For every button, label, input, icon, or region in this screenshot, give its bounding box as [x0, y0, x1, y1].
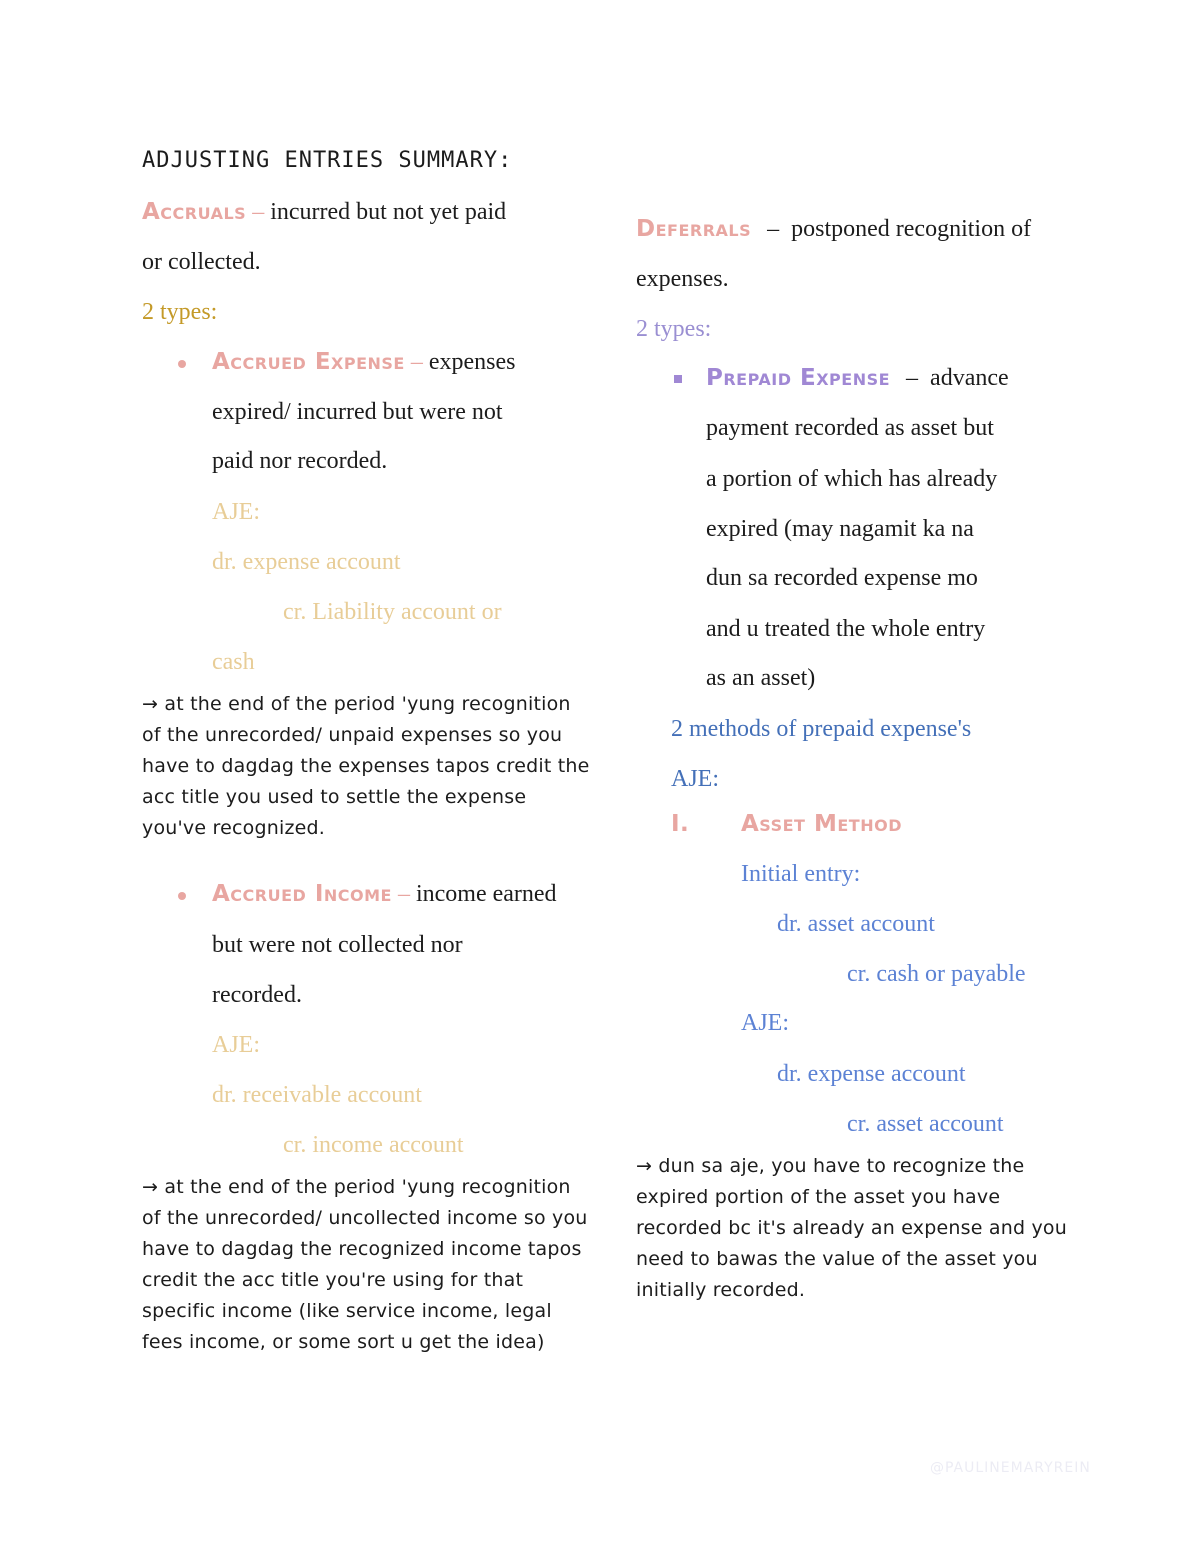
asset-method-aje-debit: dr. expense account [777, 1061, 966, 1087]
accrued-income-item [212, 879, 557, 909]
accrued-expense-dash: – [410, 349, 423, 375]
note-line: → at the end of the period 'yung recognition [142, 1176, 571, 1198]
accrued-income-aje-label: AJE: [212, 1032, 260, 1058]
accrued-expense-line3: paid nor recorded. [212, 448, 388, 474]
prepaid-expense-line: payment recorded as asset but [706, 415, 994, 441]
note-line: of the unrecorded/ uncollected income so you [142, 1207, 588, 1229]
accrued-income-line1: income earned [415, 881, 557, 907]
deferrals-definition [636, 214, 1031, 244]
deferrals-dash: – [767, 216, 780, 242]
note-line: have to dagdag the recognized income tapos [142, 1238, 582, 1260]
accrued-income-line3: recorded. [212, 982, 302, 1008]
accrued-income-dash: – [397, 881, 410, 907]
accruals-dash: – [252, 199, 265, 225]
prepaid-expense-line: dun sa recorded expense mo [706, 565, 978, 591]
accrued-income-heading: Accrued Income [212, 881, 392, 907]
note-line: → dun sa aje, you have to recognize the [636, 1155, 1025, 1177]
note-line: need to bawas the value of the asset you [636, 1248, 1038, 1270]
asset-method-aje-label: AJE: [741, 1010, 789, 1036]
deferrals-aje-label: AJE: [671, 766, 719, 792]
note-line: fees income, or some sort u get the idea) [142, 1331, 545, 1353]
prepaid-expense-line: a portion of which has already [706, 466, 998, 492]
prepaid-expense-line: as an asset) [706, 665, 816, 691]
note-line: credit the acc title you're using for that [142, 1269, 524, 1291]
accrued-expense-line1: expenses [428, 349, 516, 375]
initial-entry-credit: cr. cash or payable [847, 961, 1026, 987]
deferrals-def-line1: postponed recognition of [791, 216, 1032, 242]
note-line: → at the end of the period 'yung recognition [142, 693, 571, 715]
accruals-def-line2: or collected. [142, 249, 261, 275]
accrued-expense-note [142, 689, 590, 844]
prepaid-expense-line: advance [930, 365, 1009, 391]
note-line: initially recorded. [636, 1279, 806, 1301]
deferrals-note [636, 1151, 1067, 1306]
note-line: of the unrecorded/ unpaid expenses so you [142, 724, 563, 746]
accrued-income-credit: cr. income account [283, 1132, 464, 1158]
accruals-heading: Accruals [142, 199, 247, 225]
accrued-expense-item [212, 347, 516, 377]
accruals-types-label: 2 types: [142, 299, 218, 325]
prepaid-expense-item [706, 363, 1009, 393]
accrued-expense-line2: expired/ incurred but were not [212, 399, 503, 425]
initial-entry-label: Initial entry: [741, 861, 861, 887]
accrued-expense-debit: dr. expense account [212, 549, 401, 575]
page-title: ADJUSTING ENTRIES SUMMARY: [142, 148, 513, 173]
methods-label: 2 methods of prepaid expense's [671, 716, 972, 742]
accrued-income-line2: but were not collected nor [212, 932, 463, 958]
accrued-income-note [142, 1172, 588, 1358]
deferrals-heading: Deferrals [636, 216, 752, 242]
accrued-expense-aje-label: AJE: [212, 499, 260, 525]
initial-entry-debit: dr. asset account [777, 911, 935, 937]
deferrals-types-label: 2 types: [636, 316, 712, 342]
accruals-def-line1: incurred but not yet paid [270, 199, 507, 225]
watermark: @PAULINEMARYREIN [930, 1460, 1091, 1476]
bullet-icon [178, 360, 186, 368]
accrued-expense-credit-line1: cr. Liability account or [283, 599, 502, 625]
bullet-icon [674, 375, 682, 383]
accruals-definition [142, 197, 506, 227]
asset-method-numeral: I. [671, 811, 690, 837]
deferrals-def-line2: expenses. [636, 266, 729, 292]
note-line: have to dagdag the expenses tapos credit the [142, 755, 590, 777]
prepaid-expense-heading: Prepaid Expense [706, 365, 891, 391]
prepaid-expense-dash: – [906, 365, 919, 391]
asset-method-aje-credit: cr. asset account [847, 1111, 1004, 1137]
note-line: you've recognized. [142, 817, 326, 839]
prepaid-expense-line: expired (may nagamit ka na [706, 516, 974, 542]
note-line: acc title you used to settle the expense [142, 786, 527, 808]
accrued-income-debit: dr. receivable account [212, 1082, 422, 1108]
accrued-expense-heading: Accrued Expense [212, 349, 405, 375]
note-line: specific income (like service income, legal [142, 1300, 552, 1322]
note-line: recorded bc it's already an expense and you [636, 1217, 1067, 1239]
note-line: expired portion of the asset you have [636, 1186, 1001, 1208]
asset-method-heading: Asset Method [741, 811, 902, 837]
accrued-expense-credit-line2: cash [212, 649, 255, 675]
prepaid-expense-line: and u treated the whole entry [706, 616, 986, 642]
bullet-icon [178, 892, 186, 900]
